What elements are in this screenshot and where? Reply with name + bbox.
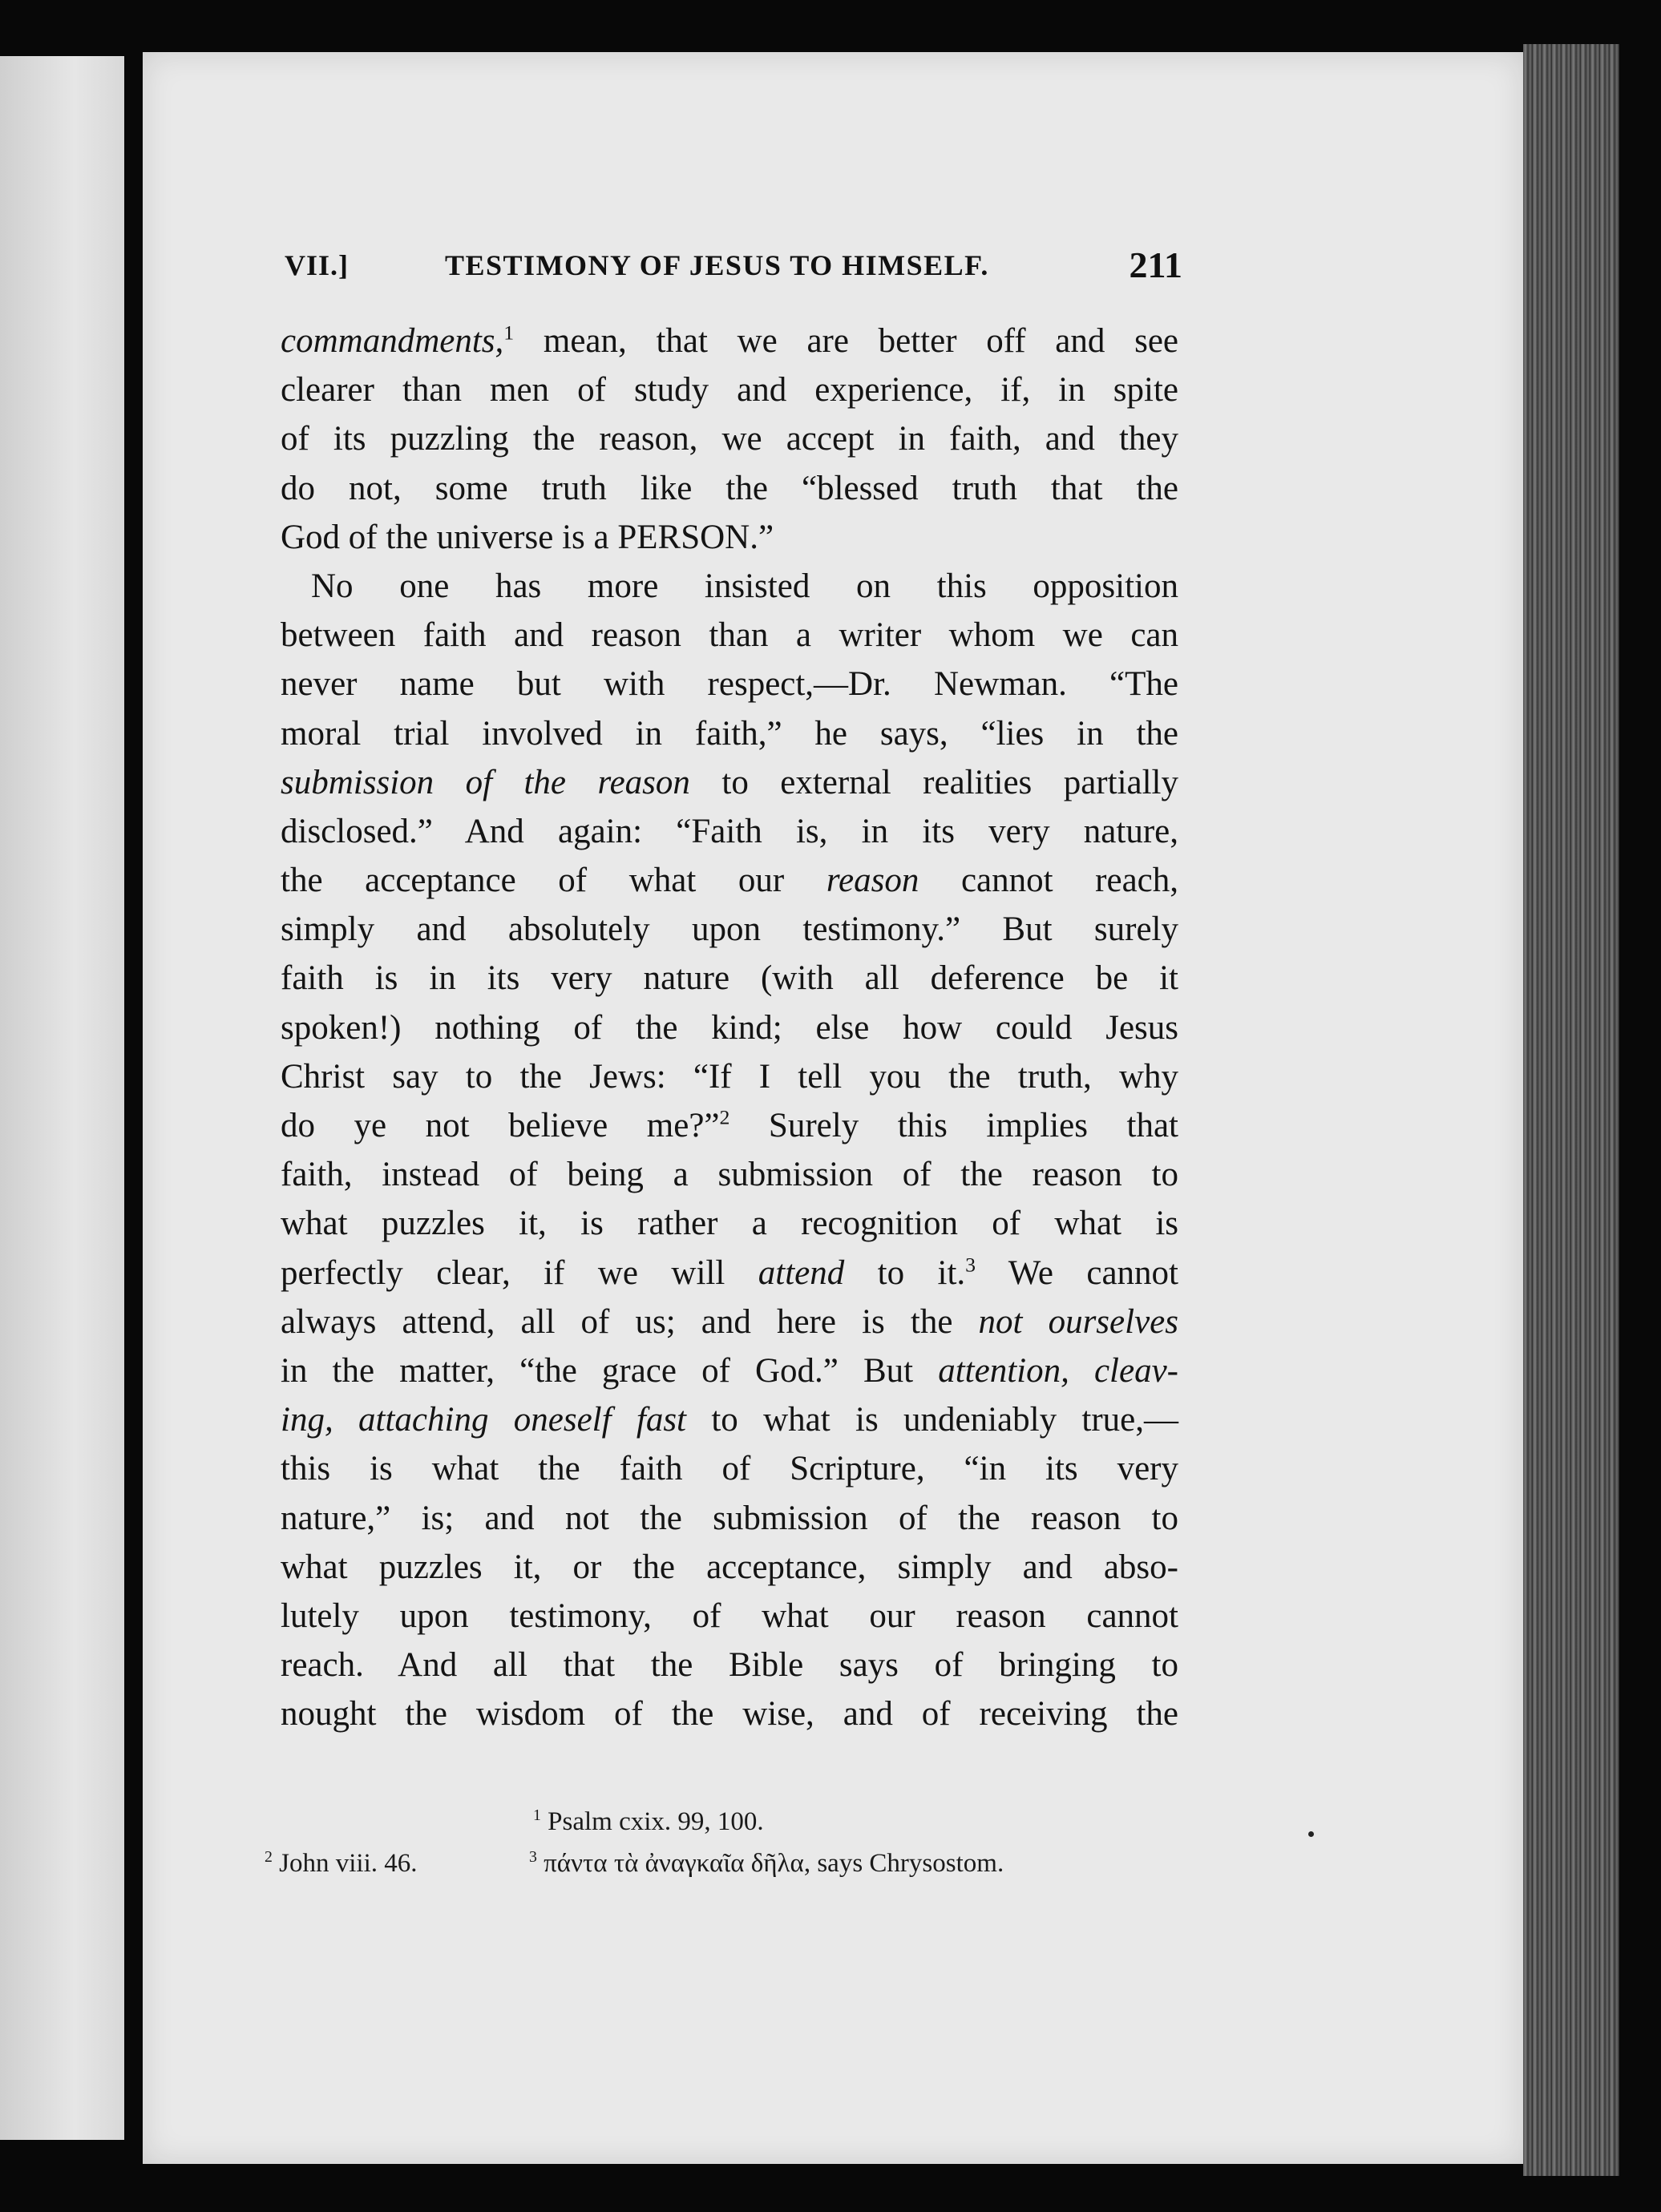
text-line: always attend, all of us; and here is the not ourselves: [281, 1302, 1178, 1341]
text-line: what puzzles it, is rather a recognition of what is: [281, 1205, 1178, 1243]
text-line: what puzzles it, or the acceptance, simply and abso-: [281, 1548, 1178, 1586]
italic-word: attend: [758, 1253, 845, 1292]
footnote-3: $^3$ πάντα τὰ ἀναγκαῖα δῆλα, says Chrysostom.: [529, 1848, 1004, 1878]
text-line: nought the wisdom of the wise, and of receiving the: [281, 1695, 1178, 1734]
running-title: TESTIMONY OF JESUS TO HIMSELF.: [445, 249, 989, 281]
text-line: ing, attaching oneself fast to what is undeniably true,—: [281, 1401, 1178, 1439]
text-line: nature,” is; and not the submission of the reason to: [281, 1499, 1178, 1537]
text-line: perfectly clear, if we will attend to it.$^3$ We cannot: [281, 1253, 1178, 1292]
italic-phrase: attention, cleav-: [938, 1351, 1178, 1390]
text-line: do ye not believe me?”$^2$ Surely this implies that: [281, 1105, 1178, 1144]
text-line: disclosed.” And again: “Faith is, in its very nature,: [281, 812, 1178, 850]
text-line: commandments,$^1$ mean, that we are better off and see: [281, 321, 1178, 360]
footnote-ref: 1: [503, 321, 515, 345]
italic-phrase: submission of the reason: [281, 763, 690, 801]
text-line: this is what the faith of Scripture, “in its very: [281, 1450, 1178, 1488]
text-line: never name but with respect,—Dr. Newman. “The: [281, 665, 1178, 704]
italic-word: commandments,: [281, 322, 504, 360]
italic-phrase: ing, attaching oneself fast: [281, 1401, 687, 1439]
footnote-1: $^1$ Psalm cxix. 99, 100.: [533, 1806, 764, 1836]
text-line: moral trial involved in faith,” he says, “lies in the: [281, 714, 1178, 753]
footnote-marker: 3: [529, 1848, 537, 1866]
text-line: lutely upon testimony, of what our reason cannot: [281, 1596, 1178, 1635]
text-line: in the matter, “the grace of God.” But attention, cleav-: [281, 1351, 1178, 1390]
footnote-marker: 2: [265, 1848, 273, 1866]
page-number: 211: [1129, 244, 1182, 285]
book-edge: [1523, 44, 1619, 2176]
facing-page-edge: [0, 56, 124, 2140]
chapter-number: VII.]: [285, 249, 350, 281]
footnote-marker: 1: [533, 1806, 541, 1824]
text-line: Christ say to the Jews: “If I tell you the truth, why: [281, 1057, 1178, 1096]
text-line: the acceptance of what our reason cannot reach,: [281, 862, 1178, 900]
text-line: simply and absolutely upon testimony.” But surely: [281, 910, 1178, 949]
footnote-ref: 3: [965, 1253, 976, 1277]
text-line: faith, instead of being a submission of the reason to: [281, 1156, 1178, 1194]
text-line: faith is in its very nature (with all deference be it: [281, 959, 1178, 998]
body-text: [281, 317, 1178, 1738]
text-line: submission of the reason to external realities partially: [281, 763, 1178, 801]
text-line: No one has more insisted on this opposition: [311, 567, 1178, 605]
footnote-ref: 2: [719, 1105, 730, 1129]
italic-phrase: not ourselves: [978, 1302, 1178, 1341]
running-head: [285, 244, 1182, 297]
text-line: of its puzzling the reason, we accept in faith, and they: [281, 420, 1178, 458]
ink-speck: [1308, 1831, 1314, 1837]
footnote-2: $^2$ John viii. 46.: [265, 1848, 418, 1878]
text-line: reach. And all that the Bible says of bringing to: [281, 1646, 1178, 1685]
text-line: spoken!) nothing of the kind; else how could Jesus: [281, 1008, 1178, 1047]
small-caps-word: PERSON: [617, 518, 750, 556]
text-line: between faith and reason than a writer whom we can: [281, 616, 1178, 655]
text-line: clearer than men of study and experience, if, in spite: [281, 371, 1178, 410]
text-line: do not, some truth like the “blessed truth that the: [281, 469, 1178, 507]
italic-word: reason: [826, 862, 919, 900]
text-line: God of the universe is a PERSON.”: [281, 518, 774, 556]
